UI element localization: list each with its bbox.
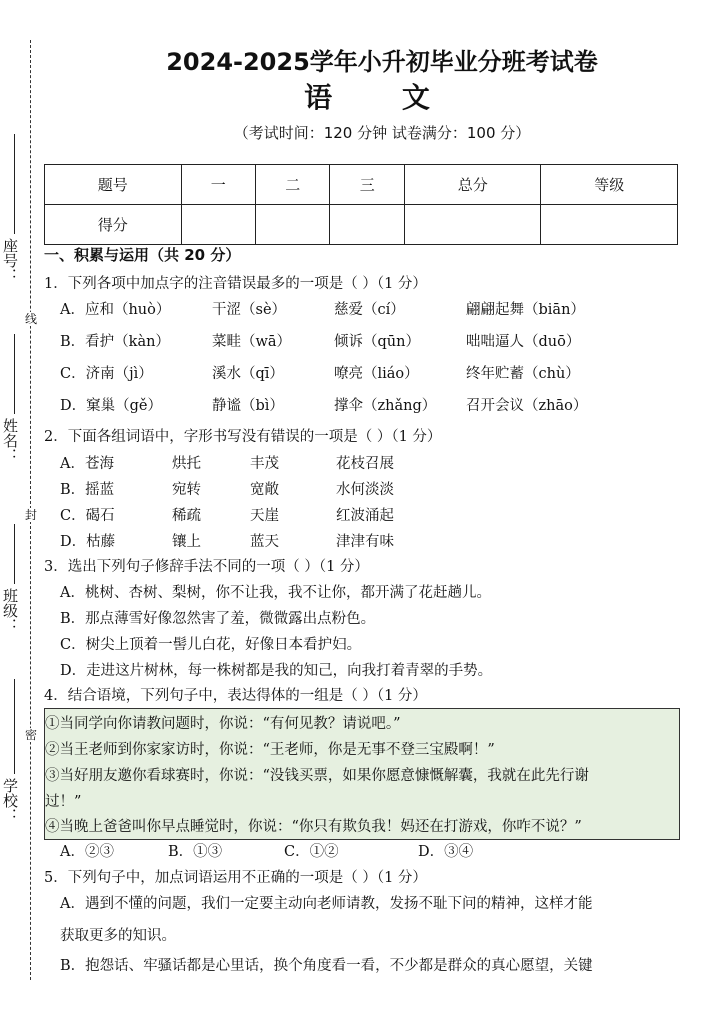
question-4-stem: 4．结合语境，下列句子中，表达得体的一组是（ ）（1 分） [44,688,427,704]
score-input-cell[interactable] [181,205,255,245]
q2-option: 津津有味 [336,534,394,550]
score-input-cell[interactable] [541,205,678,245]
q3-option: B．那点薄雪好像忽然害了羞，微微露出点粉色。 [60,611,376,627]
class-label: 班级： [1,588,19,633]
q2-option: 烘托 [172,456,201,472]
q1-option: 翩翩起舞（biān） [466,302,585,318]
score-cell: 题号 [45,165,182,205]
school-field [2,675,26,823]
q3-option: D．走进这片树林，每一株树都是我的知己，向我打着青翠的手势。 [60,663,493,679]
q4-option: C．①② [284,844,339,860]
binding-mark-feng: 封 [24,508,37,522]
score-input-cell[interactable] [404,205,541,245]
q1-option: 干涩（sè） [212,302,287,318]
q2-option: B．摇蓝 [60,482,115,498]
q3-option: A．桃树、杏树、梨树，你不让我，我不让你，都开满了花赶趟儿。 [60,585,491,601]
q2-option: 水何淡淡 [336,482,394,498]
q2-option: 蓝天 [250,534,279,550]
score-cell: 得分 [45,205,182,245]
q4-statement: ②当王老师到你家家访时，你说：“王老师，你是无事不登三宝殿啊！” [45,742,495,758]
score-cell: 三 [330,165,404,205]
binding-mark-mi: 密 [24,728,37,742]
score-cell: 等级 [541,165,678,205]
q1-option: 撑伞（zhǎng） [334,398,437,414]
name-label: 姓名： [1,418,19,463]
q1-option: 慈爱（cí） [334,302,405,318]
q1-option: 倾诉（qūn） [334,334,420,350]
exam-title: 2024-2025学年小升初毕业分班考试卷 [166,48,598,76]
q2-option: 红波涌起 [336,508,394,524]
q4-statement: 过！” [45,794,82,810]
q4-option: B．①③ [168,844,223,860]
score-cell: 一 [181,165,255,205]
question-1-stem: 1．下列各项中加点字的注音错误最多的一项是（ ）（1 分） [44,276,427,292]
question-3-stem: 3．选出下列句子修辞手法不同的一项（ ）（1 分） [44,559,369,575]
exam-info: （考试时间：120 分钟 试卷满分：100 分） [233,124,531,142]
q2-option: 天崖 [250,508,279,524]
q2-option: A．苍海 [60,456,114,472]
q1-option: 咄咄逼人（duō） [466,334,581,350]
name-field [2,330,26,463]
q1-option: 菜畦（wā） [212,334,292,350]
q1-option: D．窠巢（gě） [60,398,162,414]
school-blank[interactable] [14,679,15,774]
q1-option: A．应和（huò） [60,302,171,318]
class-blank[interactable] [14,524,15,584]
q2-option: 宛转 [172,482,201,498]
score-cell: 二 [255,165,329,205]
q4-statement: ①当同学向你请教问题时，你说：“有何见教？请说吧。” [45,716,401,732]
q1-option: C．济南（jì） [60,366,153,382]
seat-label: 座号： [1,238,19,283]
q2-option: 镶上 [172,534,201,550]
q1-option: 嘹亮（liáo） [334,366,419,382]
q1-option: B．看护（kàn） [60,334,170,350]
q2-option: D．枯藤 [60,534,116,550]
binding-margin [0,0,44,1018]
subject-title: 语 文 [304,81,460,114]
score-table [44,164,678,245]
q4-option: D．③④ [418,844,474,860]
q2-option: 丰茂 [250,456,279,472]
q1-option: 召开会议（zhāo） [466,398,588,414]
q2-option: 宽敞 [250,482,279,498]
section-title: 一、积累与运用（共 20 分） [44,246,241,264]
score-table-score-row [45,205,678,245]
q2-option: 稀疏 [172,508,201,524]
q1-option: 静谧（bì） [212,398,284,414]
school-label: 学校： [1,778,19,823]
q4-statement: ③当好朋友邀你看球赛时，你说：“没钱买票，如果你愿意慷慨解囊，我就在此先行谢 [45,768,589,784]
question-2-stem: 2．下面各组词语中，字形书写没有错误的一项是（ ）（1 分） [44,429,442,445]
q4-statement: ④当晚上爸爸叫你早点睡觉时，你说：“你只有欺负我！妈还在打游戏，你咋不说？” [45,819,582,835]
name-blank[interactable] [14,334,15,414]
q4-option: A．②③ [60,844,114,860]
binding-mark-xian: 线 [24,312,37,326]
score-cell: 总分 [404,165,541,205]
class-field [2,520,26,633]
q5-option-a: A．遇到不懂的问题，我们一定要主动向老师请教，发扬不耻下问的精神，这样才能 [60,896,593,912]
q2-option: C．碣石 [60,508,115,524]
q1-option: 溪水（qī） [212,366,284,382]
q2-option: 花枝召展 [336,456,394,472]
q4-statement-box [44,708,680,840]
seat-field [2,130,26,283]
q3-option: C．树尖上顶着一髻儿白花，好像日本看护妇。 [60,637,362,653]
q1-option: 终年贮蓄（chù） [466,366,580,382]
question-5-stem: 5．下列句子中，加点词语运用不正确的一项是（ ）（1 分） [44,870,427,886]
score-table-header-row [45,165,678,205]
score-input-cell[interactable] [255,205,329,245]
seat-blank[interactable] [14,134,15,234]
q5-option-b: B．抱怨话、牢骚话都是心里话，换个角度看一看，不少都是群众的真心愿望，关键 [60,958,593,974]
score-input-cell[interactable] [330,205,404,245]
q5-option-a-cont: 获取更多的知识。 [60,928,176,944]
